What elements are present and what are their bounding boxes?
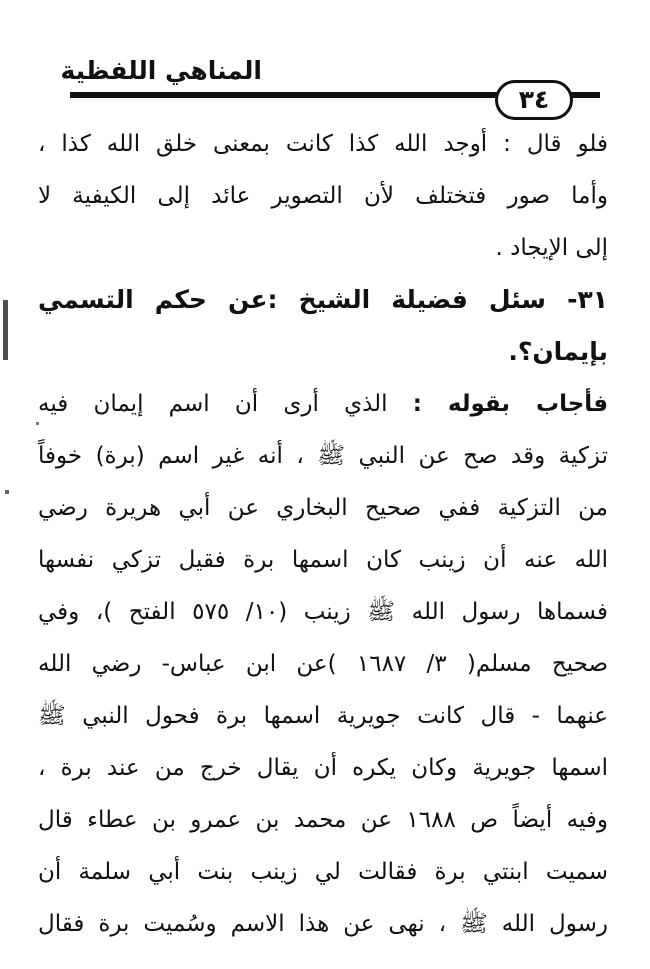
text-line-7: تزكية وقد صح عن النبي ﷺ ، أنه غير اسم (برة) خوفاً	[38, 443, 608, 469]
text-line-16: رسول الله ﷺ ، نهى عن هذا الاسم وسُميت برة فقال	[38, 911, 608, 937]
answer-lead: فأجاب بقوله :	[412, 391, 608, 417]
text-line-11: صحيح مسلم( ٣/ ١٦٨٧ )عن ابن عباس- رضي الله	[38, 651, 608, 677]
text-line-2: وأما صور فتختلف لأن التصوير عائد إلى الكيفية لا	[38, 183, 608, 209]
page-number: ٣٤	[495, 80, 573, 120]
scan-mark-1	[3, 300, 8, 360]
text-line-3: إلى الإيجاد .	[495, 235, 608, 261]
running-title: المناهي اللفظية	[60, 56, 262, 85]
question-heading: ٣١- سئل فضيلة الشيخ :عن حكم التسمي	[38, 285, 608, 314]
scan-mark-3	[36, 422, 39, 425]
answer-line-1	[38, 378, 608, 430]
text-line-10: فسماها رسول الله ﷺ زينب (١٠/ ٥٧٥ الفتح )، وفي	[38, 599, 608, 625]
text-line-9: الله عنه أن زينب كان اسمها برة فقيل تزكي نفسها	[38, 547, 608, 573]
question-heading-end: بإيمان؟.	[508, 337, 608, 366]
text-line-15: سميت ابنتي برة فقالت لي زينب بنت أبي سلمة أن	[38, 859, 608, 885]
text-line-13: اسمها جويرية وكان يكره أن يقال خرج من عند برة ،	[38, 755, 608, 781]
text-line-1: فلو قال : أوجد الله كذا كانت بمعنى خلق الله كذا ،	[38, 131, 608, 157]
answer-text: الذي أرى أن اسم إيمان فيه	[38, 391, 388, 417]
text-line-8: من التزكية ففي صحيح البخاري عن أبي هريرة رضي	[38, 495, 608, 521]
text-line-14: وفيه أيضاً ص ١٦٨٨ عن محمد بن عمرو بن عطاء قال	[38, 807, 609, 833]
scan-mark-2	[5, 490, 9, 494]
body-text	[38, 118, 608, 950]
text-line-12: عنهما - قال كانت جويرية اسمها برة فحول النبي ﷺ	[38, 703, 608, 729]
